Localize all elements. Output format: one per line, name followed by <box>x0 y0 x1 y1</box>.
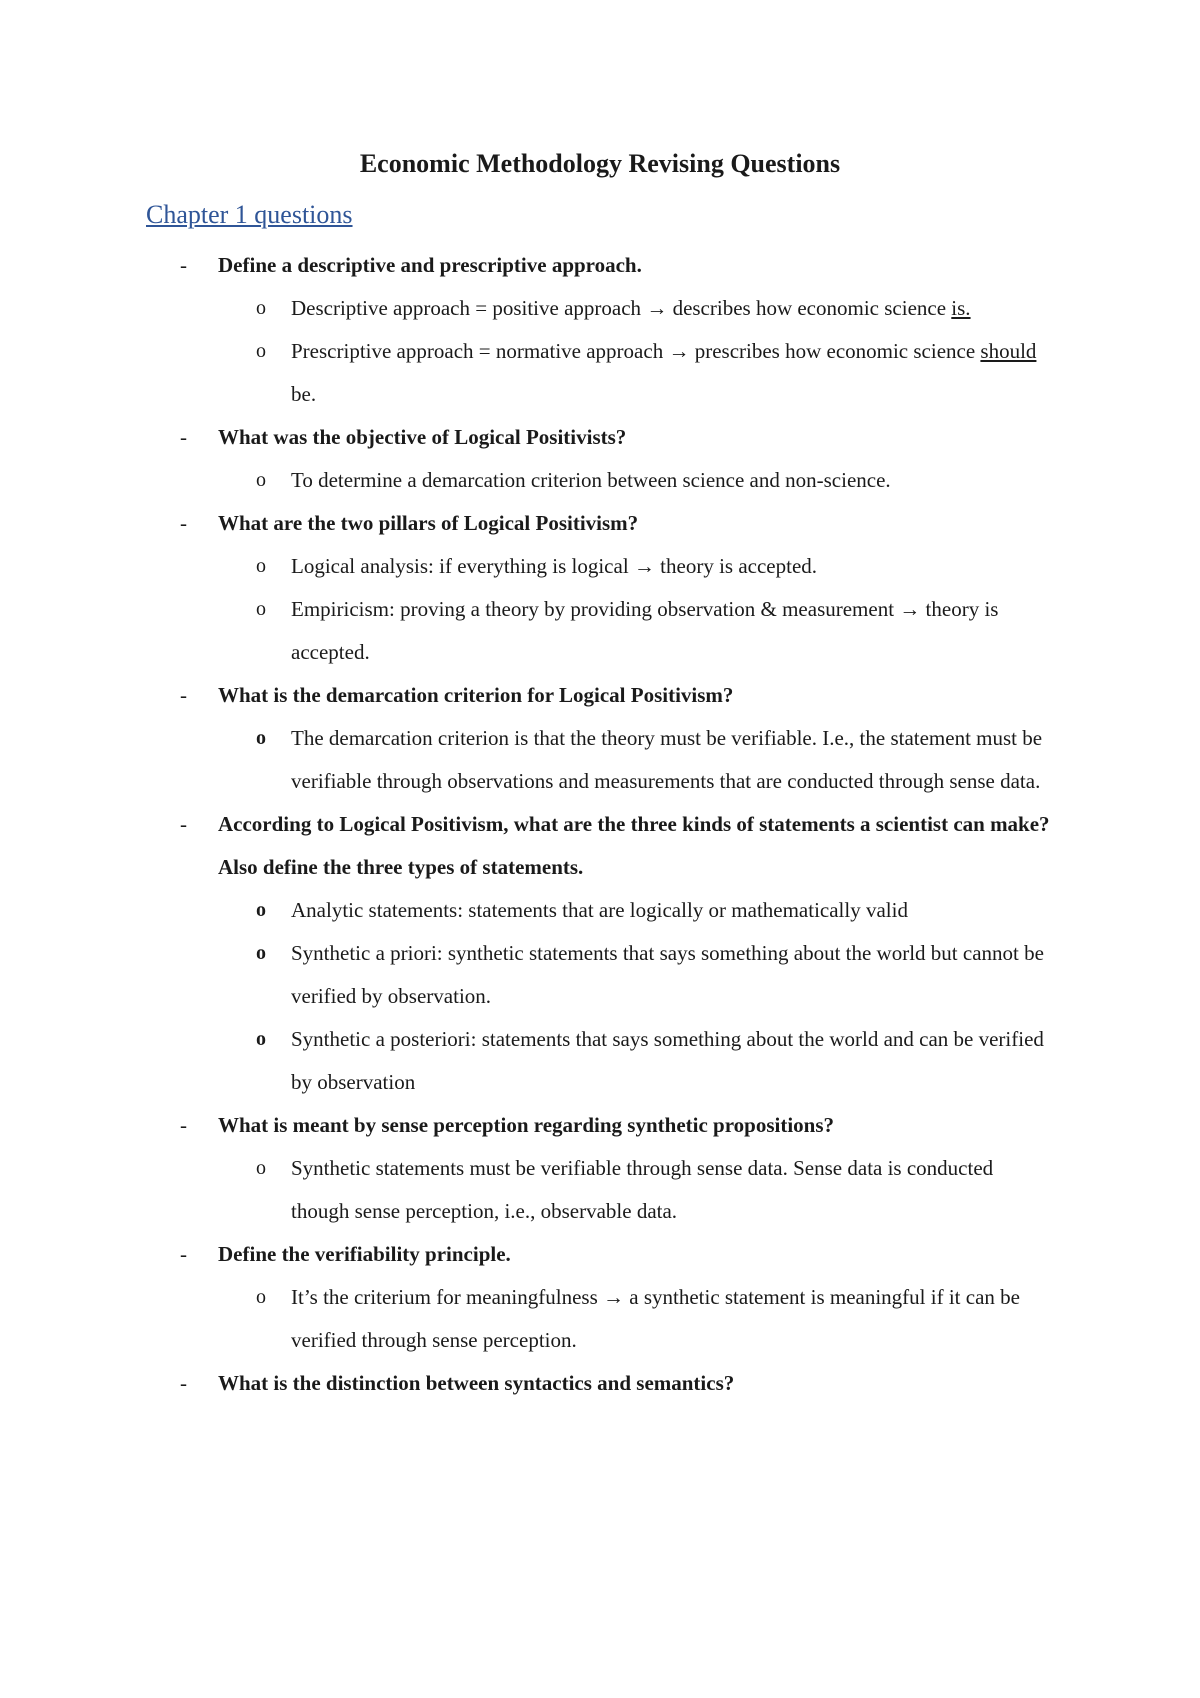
dash-marker: - <box>180 812 187 836</box>
answer-item <box>0 1276 1200 1362</box>
dash-marker: - <box>180 253 187 277</box>
answer-text: theory is accepted. <box>654 554 818 578</box>
answer-item <box>0 459 1200 502</box>
answer-text: Synthetic statements must be verifiable through sense data. Sense data is conducted though sense perception, i.e., observable data. <box>291 1156 994 1223</box>
answer-text: It’s the criterium for meaningfulness <box>291 1285 603 1309</box>
bullet-marker: o <box>256 297 266 319</box>
question-item <box>0 244 1200 287</box>
bullet-marker: o <box>256 555 266 577</box>
answer-item <box>0 545 1200 588</box>
bullet-marker: o <box>256 598 266 620</box>
right-arrow-icon: → <box>603 1285 624 1309</box>
underlined-text: is. <box>951 296 971 320</box>
answer-text: be. <box>291 382 317 406</box>
question-text: Define the verifiability principle. <box>218 1242 511 1266</box>
question-item <box>0 674 1200 717</box>
right-arrow-icon: → <box>899 597 921 621</box>
answer-text: prescribes how economic science <box>689 339 981 363</box>
question-text: According to Logical Positivism, what are the three kinds of statements a scientist can make? Also define the three types of statements. <box>218 812 1050 879</box>
question-item <box>0 416 1200 459</box>
dash-marker: - <box>180 683 187 707</box>
answer-text: Synthetic a posteriori: statements that says something about the world and can be verified by observation <box>291 1027 1044 1094</box>
answer-text: Synthetic a priori: synthetic statements that says something about the world but cannot be verified by observation. <box>291 941 1044 1008</box>
dash-marker: - <box>180 425 187 449</box>
question-text: What is meant by sense perception regarding synthetic propositions? <box>218 1113 835 1137</box>
bullet-marker: o <box>256 1286 266 1308</box>
answer-text: The demarcation criterion is that the theory must be verifiable. I.e., the statement must be verifiable through observations and measurements that are conducted through sense data. <box>291 726 1043 793</box>
question-list <box>0 244 1200 1405</box>
bullet-marker: o <box>256 1028 266 1050</box>
answer-text: To determine a demarcation criterion between science and non-science. <box>291 468 891 492</box>
question-item <box>0 1362 1200 1405</box>
question-text: Define a descriptive and prescriptive approach. <box>218 253 642 277</box>
underlined-text: should <box>980 339 1037 363</box>
document-title: Economic Methodology Revising Questions <box>359 149 841 178</box>
answer-item <box>0 932 1200 1018</box>
answer-item <box>0 588 1200 674</box>
dash-marker: - <box>180 511 187 535</box>
answer-text: theory is accepted. <box>291 597 999 664</box>
answer-text: Logical analysis: if everything is logical <box>291 554 634 578</box>
answer-item <box>0 287 1200 330</box>
question-item <box>0 1104 1200 1147</box>
chapter-heading: Chapter 1 questions <box>146 200 353 229</box>
answer-item <box>0 1147 1200 1233</box>
answer-text: describes how economic science <box>667 296 952 320</box>
answer-item <box>0 1018 1200 1104</box>
bullet-marker: o <box>256 727 266 749</box>
bullet-marker: o <box>256 340 266 362</box>
question-item <box>0 502 1200 545</box>
question-text: What is the demarcation criterion for Logical Positivism? <box>218 683 734 707</box>
answer-text: Analytic statements: statements that are logically or mathematically valid <box>291 898 908 922</box>
question-item <box>0 803 1200 889</box>
answer-item <box>0 717 1200 803</box>
bullet-marker: o <box>256 1157 266 1179</box>
question-text: What are the two pillars of Logical Positivism? <box>218 511 639 535</box>
answer-text: a synthetic statement is meaningful if it can be verified through sense perception. <box>291 1285 1020 1352</box>
right-arrow-icon: → <box>668 339 690 363</box>
answer-text: Descriptive approach = positive approach <box>291 296 647 320</box>
bullet-marker: o <box>256 469 266 491</box>
question-item <box>0 1233 1200 1276</box>
question-text: What was the objective of Logical Positivists? <box>218 425 627 449</box>
right-arrow-icon: → <box>646 296 668 320</box>
dash-marker: - <box>180 1242 187 1266</box>
answer-item <box>0 889 1200 932</box>
answer-text: Empiricism: proving a theory by providing observation & measurement <box>291 597 900 621</box>
answer-item <box>0 330 1200 416</box>
bullet-marker: o <box>256 899 266 921</box>
question-text: What is the distinction between syntactics and semantics? <box>218 1371 735 1395</box>
answer-text: Prescriptive approach = normative approach <box>291 339 669 363</box>
bullet-marker: o <box>256 942 266 964</box>
right-arrow-icon: → <box>633 554 655 578</box>
dash-marker: - <box>180 1113 187 1137</box>
dash-marker: - <box>180 1371 187 1395</box>
